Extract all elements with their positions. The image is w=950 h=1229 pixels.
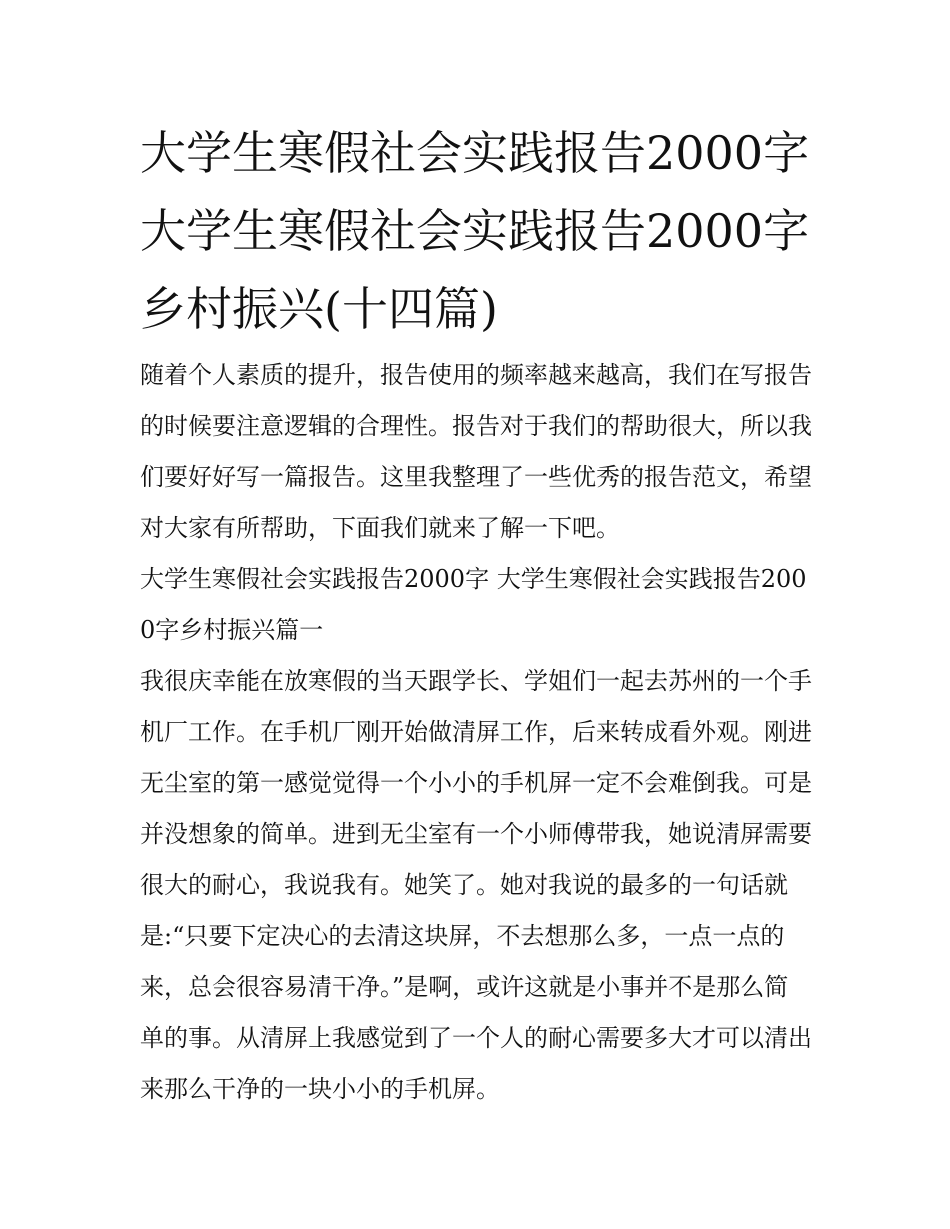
document-title: 大学生寒假社会实践报告2000字 大学生寒假社会实践报告2000字乡村振兴(十四篇) [140,126,810,336]
body-paragraph: 我很庆幸能在放寒假的当天跟学长、学姐们一起去苏州的一个手机厂工作。在手机厂刚开始做清屏工作，后来转成看外观。刚进无尘室的第一感觉觉得一个小小的手机屏一定不会难倒我。可是并没想象的简单。进到无尘室有一个小师傅带我，她说清屏需要很大的耐心，我说我有。她笑了。她对我说的最多的一句话就是:“只要下定决心的去清这块屏，不去想那么多，一点一点的来，总会很容易清干净。”是啊，或许这就是小事并不是那么简单的事。从清屏上我感觉到了一个人的耐心需要多大才可以清出来那么干净的一块小小的手机屏。 [140,667,812,1103]
intro-paragraph: 随着个人素质的提升，报告使用的频率越来越高，我们在写报告的时候要注意逻辑的合理性。报告对于我们的帮助很大，所以我们要好好写一篇报告。这里我整理了一些优秀的报告范文，希望对大家有所帮助，下面我们就来了解一下吧。 [140,361,812,542]
section-heading: 大学生寒假社会实践报告2000字 大学生寒假社会实践报告2000字乡村振兴篇一 [140,565,807,644]
document-content [140,114,812,1115]
